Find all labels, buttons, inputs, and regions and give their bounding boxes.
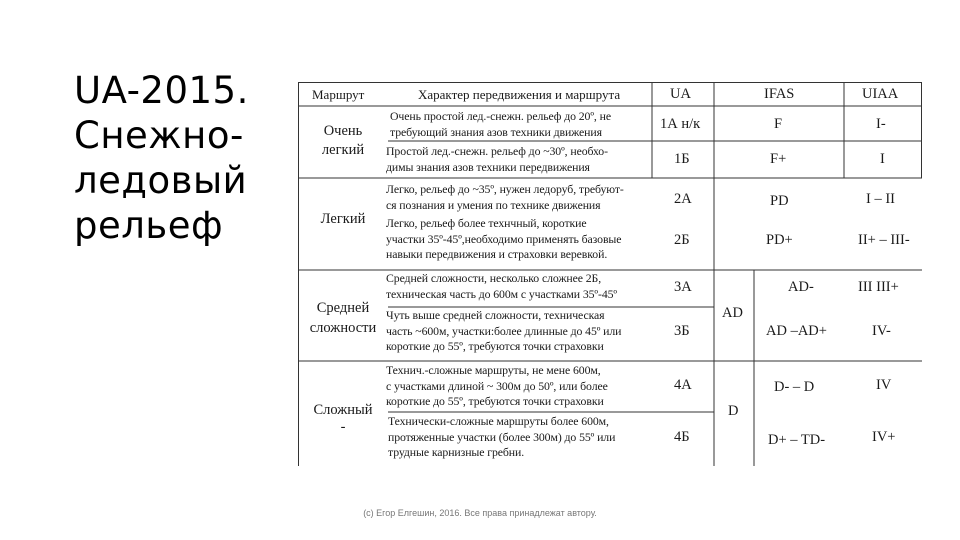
group-label-line: - bbox=[340, 419, 346, 435]
description-line: ся познания и умения по технике движения bbox=[386, 197, 601, 212]
description-line: требующий знания азов техники движения bbox=[390, 124, 602, 139]
uiaa-grade: IV- bbox=[872, 323, 891, 339]
ifas-merged-ad: AD bbox=[722, 305, 743, 321]
description-line: Очень простой лед.-снежн. рельеф до 20º, не bbox=[390, 109, 611, 123]
uiaa-grade: I- bbox=[876, 116, 886, 132]
header-character: Характер передвижения и маршрута bbox=[418, 87, 621, 102]
description-line: протяженные участки (более 300м) до 55º или bbox=[388, 429, 616, 444]
row-description bbox=[390, 109, 611, 140]
description-line: участки 35º-45º,необходимо применять базовые bbox=[386, 231, 622, 246]
group-label-line: легкий bbox=[321, 142, 365, 158]
group-easy bbox=[298, 212, 388, 228]
description-line: Легко, рельеф более технчный, короткие bbox=[386, 216, 587, 230]
row-description bbox=[386, 308, 621, 355]
uiaa-grade: III III+ bbox=[858, 279, 899, 295]
ifas-grade: AD- bbox=[788, 279, 814, 295]
uiaa-grade: IV bbox=[876, 377, 892, 393]
ua-grade: 2А bbox=[674, 191, 692, 207]
description-line: Технич.-сложные маршруты, не мене 600м, bbox=[386, 363, 601, 377]
title-line: UA-2015. bbox=[74, 69, 249, 112]
row-description bbox=[386, 182, 624, 213]
row-description bbox=[386, 144, 608, 175]
title-line: рельеф bbox=[74, 204, 224, 247]
row-description bbox=[386, 271, 617, 302]
uiaa-grade: I – II bbox=[866, 191, 895, 207]
ifas-grade: D+ – TD- bbox=[768, 432, 826, 448]
ua-grade: 4Б bbox=[674, 429, 690, 445]
slide-title bbox=[74, 68, 274, 248]
ifas-grade: D- – D bbox=[774, 379, 815, 395]
header-ua: UA bbox=[670, 86, 691, 102]
row-description bbox=[386, 363, 608, 410]
ua-grade: 3А bbox=[674, 279, 692, 295]
description-line: Чуть выше средней сложности, техническая bbox=[386, 308, 605, 322]
ifas-grade: PD+ bbox=[766, 232, 793, 248]
grading-table bbox=[298, 82, 922, 466]
header-uiaa: UIAA bbox=[862, 86, 899, 102]
group-label-line: Сложный bbox=[313, 402, 373, 418]
group-label-line: Очень bbox=[323, 123, 363, 139]
description-line: Технически-сложные маршруты более 600м, bbox=[388, 414, 609, 428]
copyright-footer: (с) Егор Елгешин, 2016. Все права принадлежат автору. bbox=[363, 508, 597, 518]
group-hard bbox=[298, 402, 388, 436]
header-route: Маршрут bbox=[312, 87, 365, 102]
row-description bbox=[386, 216, 621, 263]
uiaa-grade: IV+ bbox=[872, 429, 896, 445]
ua-grade: 4А bbox=[674, 377, 692, 393]
description-line: навыки передвижения и страховки веревкой. bbox=[386, 247, 608, 261]
ua-grade: 3Б bbox=[674, 323, 690, 339]
description-line: Легко, рельеф до ~35º, нужен ледоруб, требуют- bbox=[386, 182, 624, 196]
ifas-grade: F bbox=[774, 116, 783, 132]
title-line: ледовый bbox=[74, 159, 248, 202]
ifas-merged-d: D bbox=[728, 403, 739, 419]
group-label-line: Средней bbox=[316, 300, 370, 316]
description-line: Средней сложности, несколько сложнее 2Б, bbox=[386, 271, 602, 285]
ua-grade: 1А н/к bbox=[660, 116, 701, 132]
ifas-grade: F+ bbox=[770, 151, 787, 167]
description-line: с участками длиной ~ 300м до 50º, или более bbox=[386, 378, 608, 393]
group-label-line: Легкий bbox=[320, 211, 366, 227]
row-description bbox=[388, 414, 615, 461]
uiaa-grade: I bbox=[880, 151, 885, 167]
description-line: часть ~600м, участки:более длинные до 45º или bbox=[386, 323, 622, 338]
group-label-line: сложности bbox=[309, 320, 377, 336]
group-medium bbox=[298, 298, 388, 338]
ifas-grade: AD –AD+ bbox=[766, 323, 827, 339]
description-line: димы знания азов техники передвижения bbox=[386, 159, 590, 174]
ifas-grade: PD bbox=[770, 193, 789, 209]
description-line: Простой лед.-снежн. рельеф до ~30º, необхо- bbox=[386, 144, 608, 158]
uiaa-grade: II+ – III- bbox=[858, 232, 910, 248]
ua-grade: 2Б bbox=[674, 232, 690, 248]
description-line: короткие до 55º, требуются точки страховки bbox=[386, 394, 604, 408]
group-very-easy bbox=[298, 122, 388, 160]
description-line: короткие до 55º, требуются точки страховки bbox=[386, 339, 604, 353]
description-line: техническая часть до 600м с участками 35º-45º bbox=[386, 286, 617, 301]
description-line: трудные карнизные гребни. bbox=[388, 445, 525, 459]
ua-grade: 1Б bbox=[674, 151, 690, 167]
header-ifas: IFAS bbox=[764, 86, 795, 102]
title-line: Снежно- bbox=[74, 114, 244, 157]
